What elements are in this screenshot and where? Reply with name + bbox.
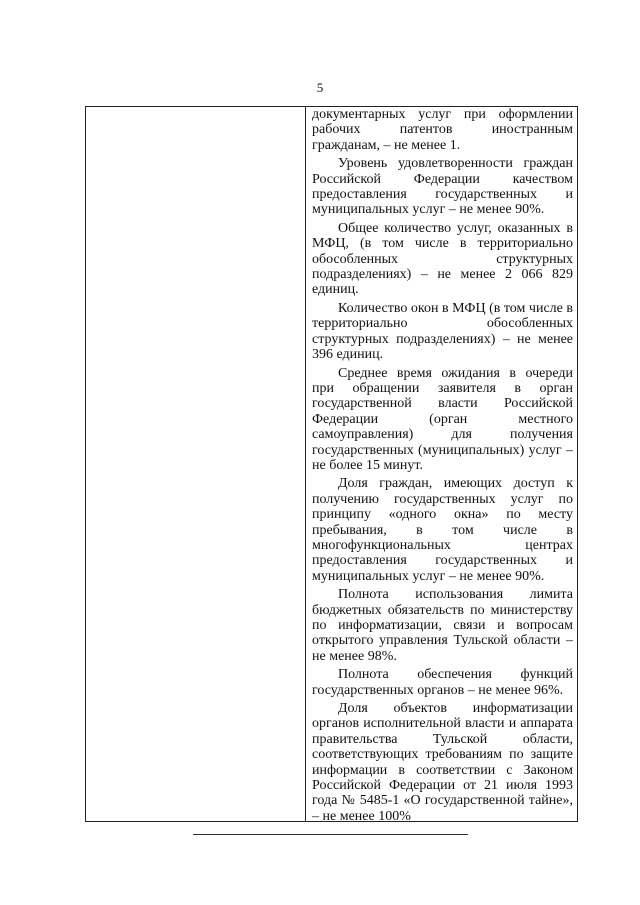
indicator-paragraph: Среднее время ожидания в очереди при обращении заявителя в орган государственной власти Российской Федерации (орган местного самоуправления) для получения государственных (муниципальных) услуг – не более 15 минут. bbox=[312, 365, 573, 473]
indicators-table bbox=[85, 106, 578, 822]
indicator-paragraph: Доля объектов информатизации органов исполнительной власти и аппарата правительства Тульской области, соответствующих требованиям по защите информации в соответствии с Законом Российской Федерации от 21 июля 1993 года № 5485-1 «О государственной тайне», – не менее 100% bbox=[312, 701, 573, 824]
indicator-paragraph: Уровень удовлетворенности граждан Российской Федерации качеством предоставления государственных и муниципальных услуг – не менее 90%. bbox=[312, 156, 573, 218]
indicator-paragraph: Количество окон в МФЦ (в том числе в территориально обособленных структурных подразделениях) – не менее 396 единиц. bbox=[312, 300, 573, 363]
indicator-paragraph: Полнота обеспечения функций государственных органов – не менее 96%. bbox=[312, 667, 573, 698]
indicator-paragraph: документарных услуг при оформлении рабочих патентов иностранным гражданам, – не менее 1. bbox=[312, 107, 573, 153]
footer-rule bbox=[193, 834, 468, 835]
indicator-paragraph: Доля граждан, имеющих доступ к получению государственных услуг по принципу «одного окна» по месту пребывания, в том числе в многофункциональных центрах предоставления государственных и муниципальных услуг – не менее 90%. bbox=[312, 476, 573, 584]
indicator-paragraph: Полнота использования лимита бюджетных обязательств по министерству по информатизации, связи и вопросам открытого управления Тульской области – не менее 98%. bbox=[312, 587, 573, 664]
indicators-column bbox=[306, 107, 573, 824]
page-number: 5 bbox=[316, 80, 324, 95]
indicator-paragraph: Общее количество услуг, оказанных в МФЦ, (в том числе в территориально обособленных структурных подразделениях) – не менее 2 066 829 единиц. bbox=[312, 220, 573, 298]
